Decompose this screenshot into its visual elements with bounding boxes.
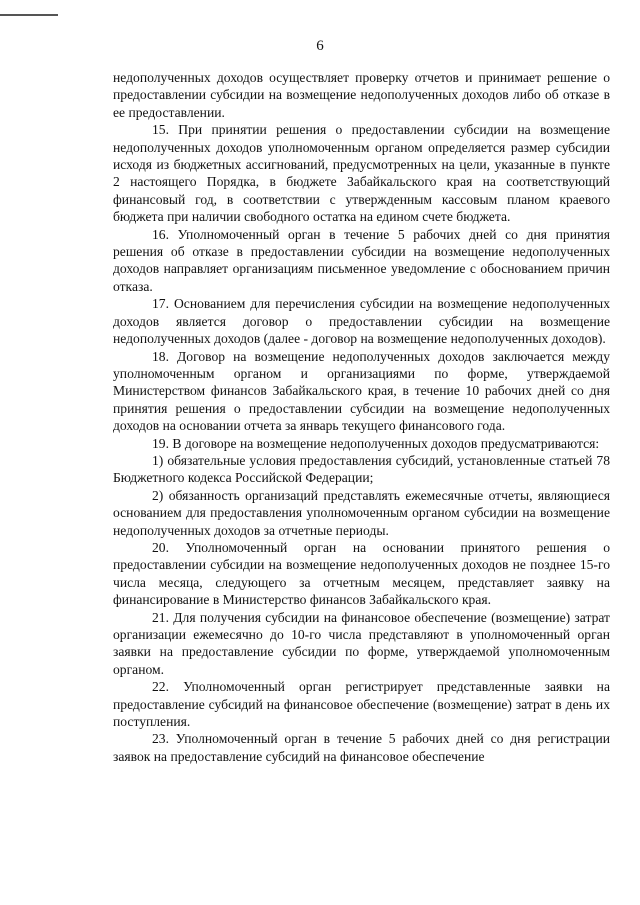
paragraph-20: 20. Уполномоченный орган на основании принятого решения о предоставлении субсидии на возмещение недополученных доходов не позднее 15-го числа месяца, следующего за отчетным месяцем, представляет заявку на финансирование в Министерство финансов Забайкальского края. bbox=[113, 539, 610, 608]
paragraph-22: 22. Уполномоченный орган регистрирует представленные заявки на предоставление субсидий на финансовое обеспечение (возмещение) затрат в день их поступления. bbox=[113, 679, 610, 730]
paragraph-21: 21. Для получения субсидии на финансовое обеспечение (возмещение) затрат организации ежемесячно до 10-го числа представляют в уполномоченный орган заявки на предоставление субсидии по форме, утверждаемой уполномоченным органом. bbox=[113, 609, 610, 677]
page-number: 6 bbox=[316, 38, 324, 54]
paragraph-23: 23. Уполномоченный орган в течение 5 рабочих дней со дня регистрации заявок на предоставление субсидий на финансовое обеспечение bbox=[113, 731, 610, 764]
paragraph-15: 15. При принятии решения о предоставлении субсидии на возмещение недополученных доходов уполномоченным органом определяется размер субсидии исходя из бюджетных ассигнований, предусмотренных на цели, указанные в пункте 2 настоящего Порядка, в бюджете Забайкальского края на соответствующий финансовый год, в соответствии с утвержденным кассовым планом краевого бюджета при наличии свободного остатка на едином счете бюджета. bbox=[113, 122, 610, 225]
scan-artifact-line bbox=[0, 14, 58, 16]
document-body bbox=[113, 69, 610, 765]
paragraph-19-item-1: 1) обязательные условия предоставления субсидий, установленные статьей 78 Бюджетного кодекса Российской Федерации; bbox=[113, 452, 610, 486]
paragraph-19-item-2: 2) обязанность организаций представлять ежемесячные отчеты, являющиеся основанием для предоставления уполномоченным органом субсидии на возмещение недополученных доходов за отчетные периоды. bbox=[113, 487, 610, 538]
paragraph-19: 19. В договоре на возмещение недополученных доходов предусматриваются: bbox=[152, 435, 600, 451]
paragraph-continuation: недополученных доходов осуществляет проверку отчетов и принимает решение о предоставлении субсидии на возмещение недополученных доходов либо об отказе в ее предоставлении. bbox=[113, 70, 610, 120]
paragraph-17: 17. Основанием для перечисления субсидии на возмещение недополученных доходов является договор о предоставлении субсидии на возмещение недополученных доходов (далее - договор на возмещение недополученных доходов). bbox=[113, 296, 610, 347]
paragraph-16: 16. Уполномоченный орган в течение 5 рабочих дней со дня принятия решения об отказе в предоставлении субсидии на возмещение недополученных доходов направляет организациям письменное уведомление с обоснованием причин отказа. bbox=[113, 226, 610, 294]
paragraph-18: 18. Договор на возмещение недополученных доходов заключается между уполномоченным органом и организациями по форме, утверждаемой Министерством финансов Забайкальского края, в течение 10 рабочих дней со дня принятия решения о предоставлении субсидии на возмещение недополученных доходов на основании отчета за январь текущего финансового года. bbox=[113, 348, 610, 434]
